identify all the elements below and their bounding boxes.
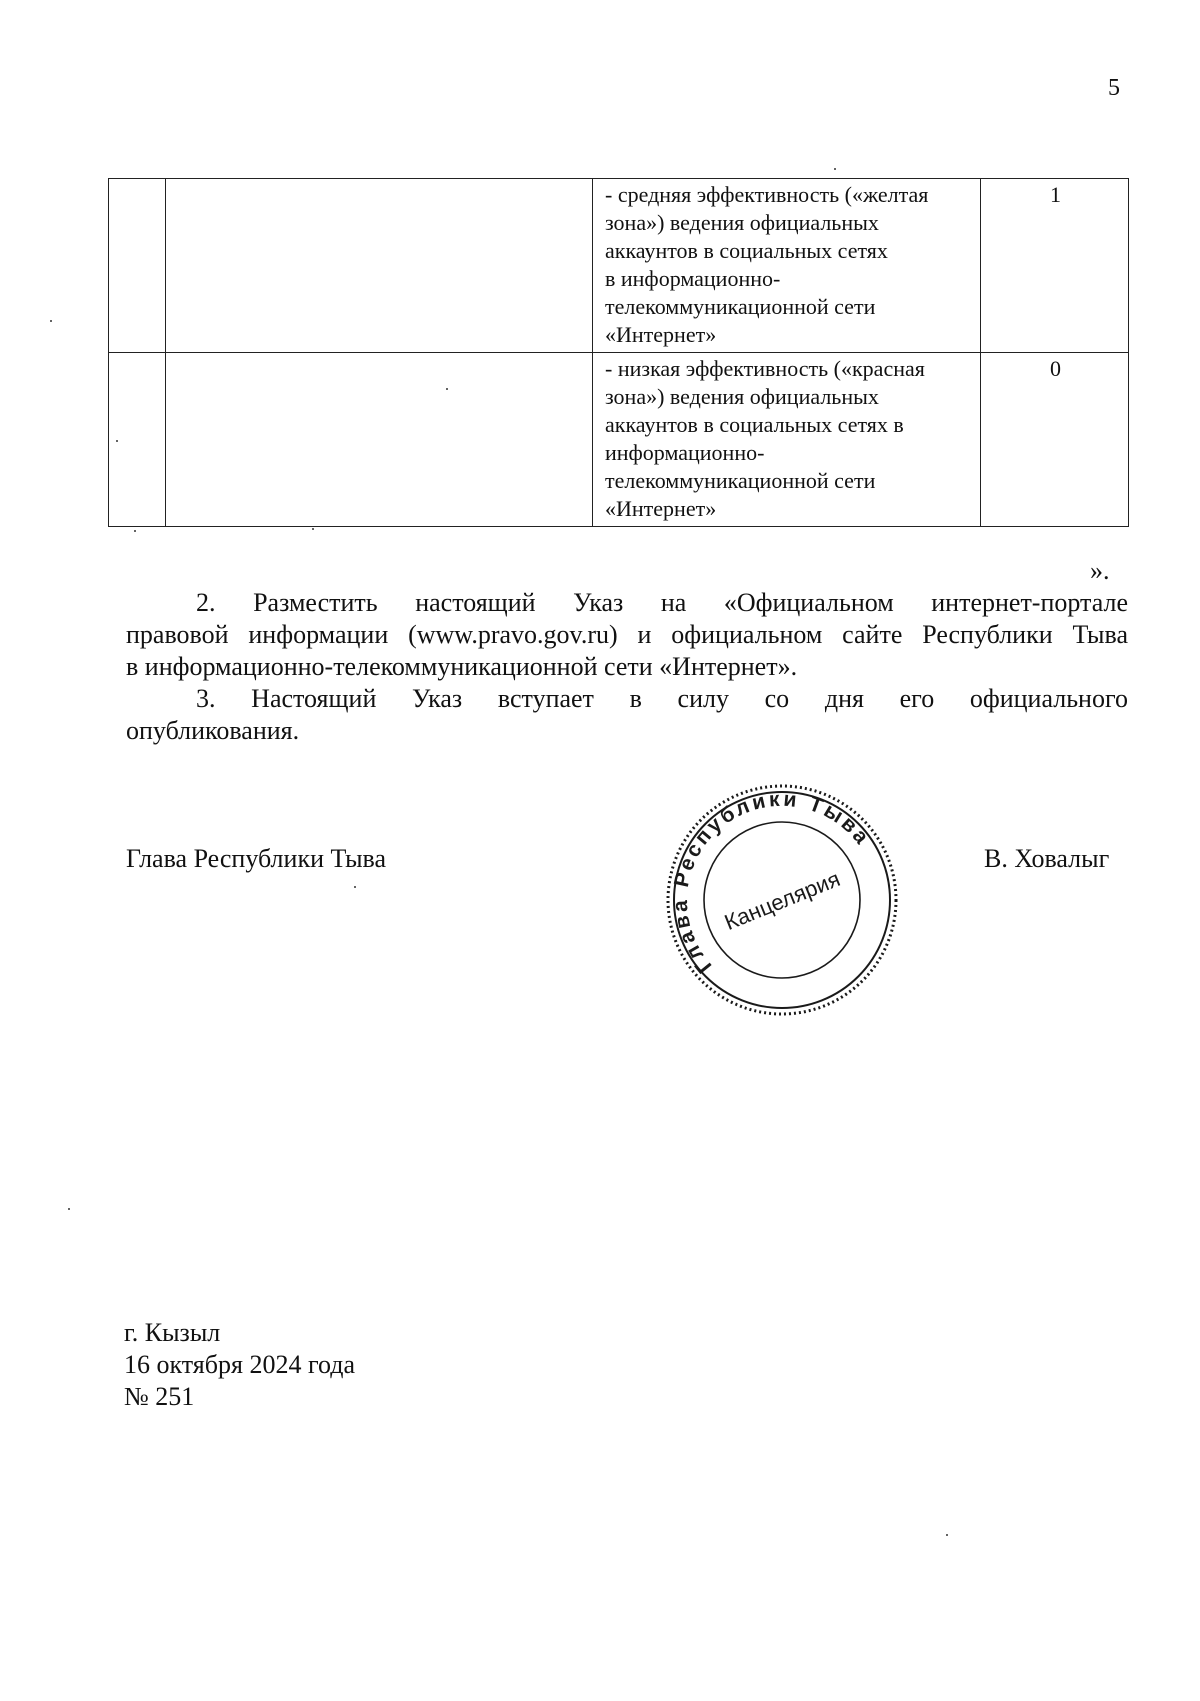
paragraph-line: правовой информации (www.pravo.gov.ru) и официальном сайте Республики Тыва bbox=[126, 620, 1128, 649]
criterion-cell bbox=[593, 353, 981, 527]
scan-speck bbox=[312, 528, 314, 530]
decree-date: 16 октября 2024 года bbox=[124, 1350, 355, 1379]
official-seal bbox=[662, 780, 902, 1020]
criterion-line: телекоммуникационной сети bbox=[605, 468, 876, 493]
criterion-line: зона») ведения официальных bbox=[605, 384, 879, 409]
scan-speck bbox=[116, 440, 118, 442]
scan-speck bbox=[834, 168, 836, 170]
place-and-date bbox=[124, 1317, 355, 1413]
paragraph-line: в информационно-телекоммуникационной сети «Интернет». bbox=[126, 652, 798, 681]
scan-speck bbox=[134, 530, 136, 532]
city: г. Кызыл bbox=[124, 1318, 221, 1347]
criterion-line: аккаунтов в социальных сетях в bbox=[605, 412, 904, 437]
scan-speck bbox=[946, 1534, 948, 1536]
criterion-cell bbox=[593, 179, 981, 353]
table-cell-empty bbox=[166, 353, 593, 527]
criterion-line: в информационно- bbox=[605, 266, 781, 291]
table-row bbox=[109, 353, 1129, 527]
criterion-line: зона») ведения официальных bbox=[605, 210, 879, 235]
scan-speck bbox=[50, 320, 52, 322]
signer-title: Глава Республики Тыва bbox=[126, 844, 387, 873]
table-row bbox=[109, 179, 1129, 353]
criterion-line: - средняя эффективность («желтая bbox=[605, 182, 929, 207]
score-cell: 0 bbox=[981, 353, 1129, 527]
table-cell-empty bbox=[109, 179, 166, 353]
paragraph-line: опубликования. bbox=[126, 716, 300, 745]
decree-number: № 251 bbox=[124, 1382, 195, 1411]
scan-speck bbox=[354, 886, 356, 888]
criteria-table bbox=[108, 178, 1129, 527]
criterion-line: телекоммуникационной сети bbox=[605, 294, 876, 319]
paragraph-entry-into-force bbox=[126, 683, 1128, 747]
criterion-line: «Интернет» bbox=[605, 322, 717, 347]
criterion-line: информационно- bbox=[605, 440, 765, 465]
paragraph-line: 3. Настоящий Указ вступает в силу со дня его официального bbox=[196, 684, 1128, 713]
score-cell: 1 bbox=[981, 179, 1129, 353]
paragraph-publication bbox=[126, 587, 1128, 683]
paragraph-line: 2. Разместить настоящий Указ на «Официальном интернет-портале bbox=[196, 588, 1128, 617]
table-cell-empty bbox=[166, 179, 593, 353]
scan-speck bbox=[446, 388, 448, 390]
page-number: 5 bbox=[1108, 75, 1120, 101]
seal-ring-text: Глава Республики Тыва bbox=[668, 787, 875, 978]
criterion-line: «Интернет» bbox=[605, 496, 717, 521]
scan-speck bbox=[68, 1208, 70, 1210]
seal-center-text: Канцелярия bbox=[720, 865, 844, 935]
criterion-line: аккаунтов в социальных сетях bbox=[605, 238, 888, 263]
closing-quote: ». bbox=[1090, 556, 1110, 585]
signer-name: В. Ховалыг bbox=[984, 844, 1110, 873]
criterion-line: - низкая эффективность («красная bbox=[605, 356, 925, 381]
